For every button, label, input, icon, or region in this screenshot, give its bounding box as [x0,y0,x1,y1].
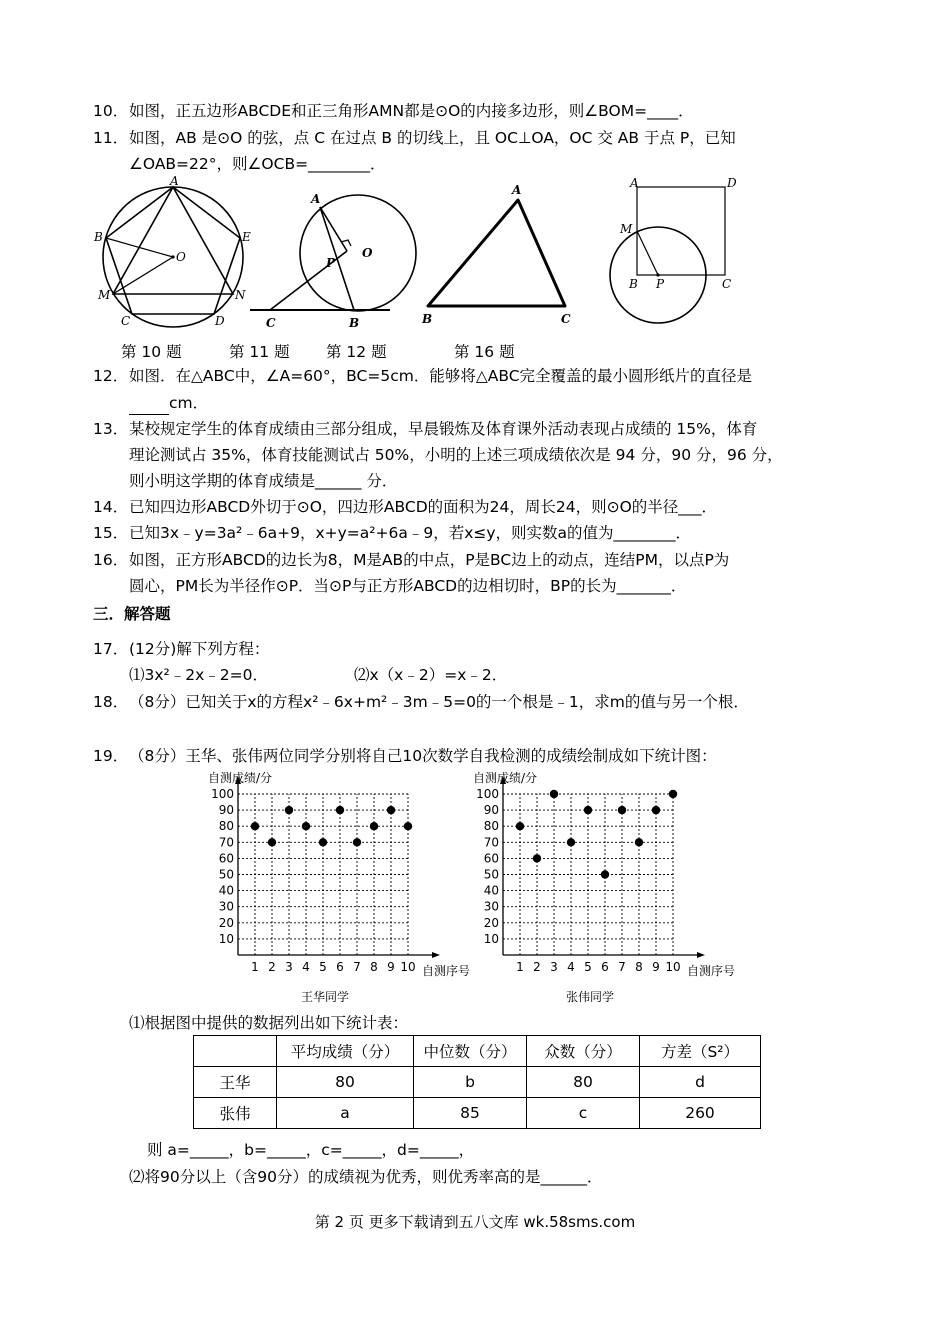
question-17-sub-2: ⑵x（x﹣2）=x﹣2． [354,666,508,684]
table-cell: d [640,1067,761,1098]
question-13-cont-1: 理论测试占 35%，体育技能测试占 50%，小明的上述三项成绩依次是 94 分，90 分，96 分， [129,446,783,464]
chart-zhang-wei [465,768,755,1018]
x-tick-label: 6 [601,960,609,974]
data-point [567,838,575,846]
question-16 [93,549,729,571]
data-point [353,838,361,846]
label-b: B [422,312,433,326]
y-tick-label: 80 [218,819,234,834]
y-tick-label: 50 [483,867,499,882]
chart-title: 王华同学 [300,990,350,1004]
stats-table [193,1035,761,1129]
question-number: 15． [93,524,129,542]
table-cell: b [414,1067,527,1098]
question-number: 16． [93,551,129,569]
label-d: D [727,176,737,190]
label-c: C [561,312,571,326]
triangle-abc [428,200,565,306]
table-header-cell [194,1036,277,1067]
chart-wang-hua [200,768,480,1018]
question-number: 11． [93,129,129,147]
question-text: 如图，正方形ABCD的边长为8，M是AB的中点，P是BC边上的动点，连结PM，以点P为 [129,551,730,569]
data-point [285,806,293,814]
data-point [370,822,378,830]
caption-fig-10: 第 10 题 [121,343,182,361]
question-number: 10． [93,102,129,120]
data-point [533,854,541,862]
label-p: P [326,256,336,270]
answer-blank [129,392,169,415]
chart-title: 张伟同学 [565,990,615,1004]
caption-fig-16: 第 16 题 [454,343,515,361]
question-17-sub-1: ⑴3x²﹣2x﹣2=0． [129,666,268,684]
x-tick-label: 5 [319,960,327,974]
x-tick-label: 7 [618,960,626,974]
x-tick-label: 5 [584,960,592,974]
data-point [550,790,558,798]
table-header-cell: 平均成绩（分） [277,1036,414,1067]
label-e: E [242,230,251,244]
question-number: 17． [93,640,129,658]
question-text: 已知3x﹣y=3a²﹣6a+9，x+y=a²+6a﹣9，若x≤y，则实数a的值为________． [129,524,692,542]
question-12-cont [129,392,208,415]
table-row [194,1067,761,1098]
x-tick-label: 7 [353,960,361,974]
y-tick-label: 70 [483,835,499,850]
question-number: 19． [93,747,129,765]
table-cell: 80 [527,1067,640,1098]
question-11-cont: ∠OAB=22°，则∠OCB=________． [129,155,386,173]
question-10 [93,100,694,122]
data-point [336,806,344,814]
label-b: B [629,277,638,291]
figure-10 [95,175,255,335]
question-number: 18． [93,693,129,711]
question-13 [93,418,757,440]
label-a: A [512,183,522,197]
table-cell: 260 [640,1098,761,1129]
table-cell: 85 [414,1098,527,1129]
segment-bo [106,238,173,257]
question-text: （8分）已知关于x的方程x²﹣6x+m²﹣3m﹣5=0的一个根是﹣1，求m的值与另一个根． [129,693,749,711]
y-tick-label: 80 [483,819,499,834]
label-a: A [170,174,179,188]
square-abcd [637,187,725,275]
label-c: C [266,316,276,330]
table-cell: c [527,1098,640,1129]
data-point [669,790,677,798]
caption-fig-12: 第 12 题 [326,343,387,361]
x-tick-label: 4 [302,960,310,974]
data-point [652,806,660,814]
table-cell: a [277,1098,414,1129]
x-tick-label: 10 [400,960,416,974]
question-text: 如图，AB 是⊙O 的弦，点 C 在过点 B 的切线上，且 OC⊥OA，OC 交 AB 于点 P，已知 [129,129,736,147]
figure-16 [605,175,745,335]
x-tick-label: 2 [268,960,276,974]
question-17 [93,638,269,660]
label-o: O [362,246,373,260]
question-number: 13． [93,420,129,438]
question-text: 如图，正五边形ABCDE和正三角形AMN都是⊙O的内接多边形，则∠BOM=____． [129,102,694,120]
y-tick-label: 50 [218,867,234,882]
table-header-cell: 方差（S²） [640,1036,761,1067]
question-16-cont: 圆心，PM长为半径作⊙P．当⊙P与正方形ABCD的边相切时，BP的长为_______． [129,577,687,595]
question-text: (12分)解下列方程： [129,640,270,658]
label-m: M [98,288,111,302]
x-tick-label: 8 [635,960,643,974]
label-a: A [311,192,321,206]
x-tick-label: 1 [516,960,524,974]
label-c: C [121,314,131,328]
segment-pm [637,231,658,275]
data-point [268,838,276,846]
x-tick-label: 3 [550,960,558,974]
table-row [194,1098,761,1129]
figure-11 [250,185,400,345]
table-cell: 80 [277,1067,414,1098]
data-point [387,806,395,814]
question-19-sub-1: ⑴根据图中提供的数据列出如下统计表： [129,1014,409,1032]
data-point [516,822,524,830]
y-tick-label: 90 [483,803,499,818]
question-18 [93,691,749,713]
question-text: cm． [169,394,209,412]
page-footer: 第 2 页 更多下载请到五八文库 wk.58sms.com [314,1213,636,1231]
x-axis-arrow [432,952,440,958]
caption-fig-11: 第 11 题 [229,343,290,361]
x-tick-label: 9 [387,960,395,974]
segment-mo [113,257,173,294]
x-tick-label: 4 [567,960,575,974]
data-point [618,806,626,814]
y-tick-label: 20 [218,915,234,930]
question-11 [93,127,736,149]
question-text: 已知四边形ABCD外切于⊙O，四边形ABCD的面积为24，周长24，则⊙O的半径___． [129,498,718,516]
data-point [319,838,327,846]
y-tick-label: 90 [218,803,234,818]
data-point [404,822,412,830]
data-point [302,822,310,830]
question-19-answers: 则 a=_____，b=_____，c=_____，d=_____， [147,1141,475,1159]
y-tick-label: 60 [218,851,234,866]
table-cell: 王华 [194,1067,277,1098]
question-text: （8分）王华、张伟两位同学分别将自己10次数学自我检测的成绩绘制成如下统计图： [129,747,717,765]
label-n: N [235,288,246,302]
figure-12 [420,180,580,330]
y-tick-label: 100 [476,787,499,801]
question-19 [93,745,717,767]
segment-oa [320,207,347,251]
question-15 [93,522,691,544]
label-d: D [215,314,225,328]
y-tick-label: 60 [483,851,499,866]
label-b: B [349,316,360,330]
question-13-cont-2: 则小明这学期的体育成绩是______ 分． [129,472,398,490]
data-point [584,806,592,814]
table-header-cell: 中位数（分） [414,1036,527,1067]
x-tick-label: 1 [251,960,259,974]
x-tick-label: 6 [336,960,344,974]
section-heading: 三．解答题 [93,605,171,623]
label-b: B [94,230,103,244]
y-tick-label: 30 [218,899,234,914]
y-tick-label: 30 [483,899,499,914]
y-axis-label: 自测成绩/分 [473,771,538,785]
y-tick-label: 40 [218,883,234,898]
question-text: 如图．在△ABC中，∠A=60°，BC=5cm．能够将△ABC完全覆盖的最小圆形纸片的直径是 [129,367,753,385]
data-point [635,838,643,846]
label-a: A [630,176,639,190]
data-point [601,870,609,878]
y-tick-label: 10 [218,931,234,946]
x-tick-label: 8 [370,960,378,974]
y-axis-label: 自测成绩/分 [208,771,273,785]
table-cell: 张伟 [194,1098,277,1129]
y-tick-label: 70 [218,835,234,850]
question-number: 14． [93,498,129,516]
x-tick-label: 3 [285,960,293,974]
data-point [251,822,259,830]
label-o: O [176,250,186,264]
x-tick-label: 10 [665,960,681,974]
y-tick-label: 20 [483,915,499,930]
question-text: 某校规定学生的体育成绩由三部分组成，早晨锻炼及体育课外活动表现占成绩的 15%，体育 [129,420,758,438]
table-header-row [194,1036,761,1067]
label-m: M [620,222,633,236]
label-c: C [722,277,732,291]
segment-oc [270,251,347,310]
x-tick-label: 2 [533,960,541,974]
table-header-cell: 众数（分） [527,1036,640,1067]
x-axis-arrow [697,952,705,958]
y-tick-label: 40 [483,883,499,898]
y-tick-label: 100 [211,787,234,801]
question-14 [93,496,717,518]
question-12 [93,365,752,387]
triangle-amn [113,187,233,294]
question-19-sub-2: ⑵将90分以上（含90分）的成绩视为优秀，则优秀率高的是______． [129,1168,603,1186]
x-axis-label: 自测序号 [687,964,736,978]
circle-o [300,195,416,311]
x-axis-label: 自测序号 [422,964,471,978]
x-tick-label: 9 [652,960,660,974]
y-tick-label: 10 [483,931,499,946]
question-number: 12． [93,367,129,385]
label-p: P [656,277,665,291]
